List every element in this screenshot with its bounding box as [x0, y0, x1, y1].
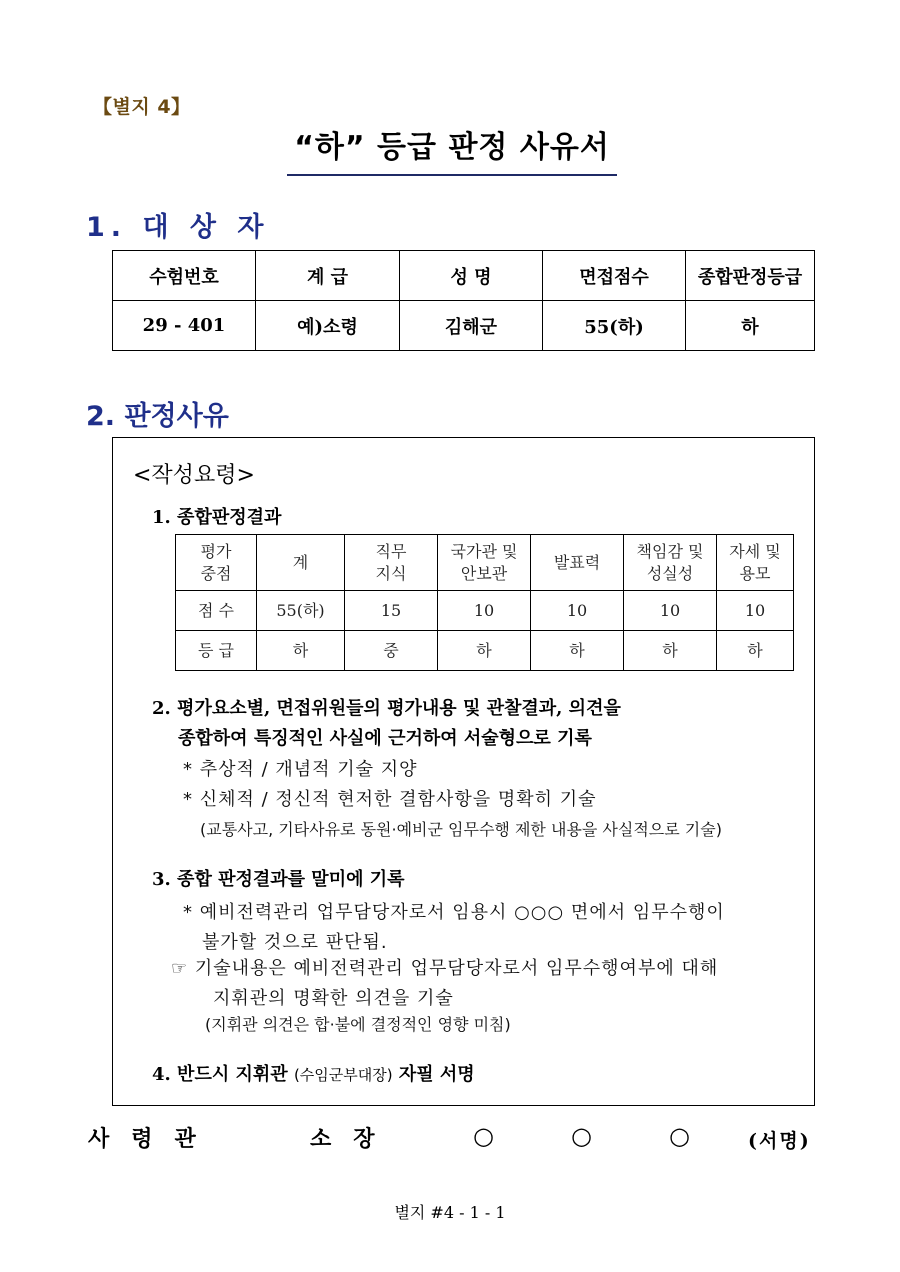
header-cell: 평가 중점	[176, 535, 257, 591]
header-cell: 수험번호	[113, 251, 256, 301]
item3-note3: (지휘관 의견은 합·불에 결정적인 영향 미침)	[205, 1015, 511, 1034]
row-label: 점 수	[176, 591, 257, 631]
item3-note1	[183, 898, 793, 958]
table-cell: 55(하)	[257, 591, 345, 631]
cell-exam-number: 29 - 401	[113, 301, 256, 351]
signature-title: 소장	[310, 1126, 397, 1152]
table-cell: 10	[531, 591, 624, 631]
item2-heading-line1: 2. 평가요소별, 면접위원들의 평가내용 및 관찰결과, 의견을	[152, 698, 621, 719]
signature-circle-2: ○	[571, 1122, 592, 1150]
item3-note2-line1: ☞ 기술내용은 예비전력관리 업무담당자로서 임무수행여부에 대해	[171, 958, 719, 979]
target-person-table	[112, 250, 815, 351]
page-footer: 별지 #4 - 1 - 1	[394, 1203, 506, 1222]
header-cell: 직무 지식	[345, 535, 438, 591]
item1-heading: 1. 종합판정결과	[152, 507, 282, 528]
item3-note2	[171, 954, 801, 1014]
signature-circle-3: ○	[669, 1122, 690, 1150]
section2-heading: 2. 판정사유	[86, 401, 229, 432]
table-cell: 하	[717, 631, 794, 671]
table-cell: 10	[624, 591, 717, 631]
table-row	[176, 631, 794, 671]
item4-heading-b: 자필 서명	[398, 1064, 475, 1085]
table-header-row	[113, 251, 815, 301]
signature-role: 사령관	[88, 1126, 218, 1152]
section1-heading: 1. 대 상 자	[86, 212, 270, 243]
table-row	[176, 591, 794, 631]
annex-label: 【별지 4】	[93, 96, 191, 118]
table-cell: 중	[345, 631, 438, 671]
item4-heading-a: 4. 반드시 지휘관	[152, 1064, 288, 1085]
item3-note2-line2: 지휘관의 명확한 의견을 기술	[213, 988, 454, 1009]
header-cell: 면접점수	[543, 251, 686, 301]
header-cell: 계 급	[256, 251, 400, 301]
table-cell: 10	[438, 591, 531, 631]
table-cell: 10	[717, 591, 794, 631]
table-cell: 하	[624, 631, 717, 671]
cell-rank: 예)소령	[256, 301, 400, 351]
header-cell: 발표력	[531, 535, 624, 591]
table-cell: 하	[257, 631, 345, 671]
header-cell: 국가관 및 안보관	[438, 535, 531, 591]
table-cell: 하	[531, 631, 624, 671]
item2-note3: (교통사고, 기타사유로 동원·예비군 임무수행 제한 내용을 사실적으로 기술)	[200, 820, 722, 839]
guide-title: <작성요령>	[133, 463, 255, 488]
signature-circle-1: ○	[473, 1122, 494, 1150]
cell-name: 김해군	[400, 301, 543, 351]
table-row	[113, 301, 815, 351]
item2-heading-line2: 종합하여 특징적인 사실에 근거하여 서술형으로 기록	[178, 728, 592, 749]
cell-overall-grade: 하	[686, 301, 815, 351]
header-cell: 책임감 및 성실성	[624, 535, 717, 591]
item2-heading	[152, 694, 621, 754]
item3-note1-line1: * 예비전력관리 업무담당자로서 임용시 ○○○ 면에서 임무수행이	[183, 902, 725, 923]
document-title: “하” 등급 판정 사유서	[287, 122, 617, 176]
table-cell: 15	[345, 591, 438, 631]
item4-heading-paren: (수임군부대장)	[293, 1066, 393, 1084]
item4-heading	[152, 1060, 475, 1086]
item3-note1-line2: 불가할 것으로 판단됨.	[202, 932, 388, 953]
header-cell: 종합판정등급	[686, 251, 815, 301]
item2-note1: * 추상적 / 개념적 기술 지양	[183, 759, 418, 780]
header-cell: 성 명	[400, 251, 543, 301]
table-header-row	[176, 535, 794, 591]
item2-note2: * 신체적 / 정신적 현저한 결함사항을 명확히 기술	[183, 789, 597, 810]
item3-heading: 3. 종합 판정결과를 말미에 기록	[152, 869, 405, 890]
header-cell: 계	[257, 535, 345, 591]
signature-note: (서명)	[748, 1130, 811, 1152]
row-label: 등 급	[176, 631, 257, 671]
cell-interview-score: 55(하)	[543, 301, 686, 351]
header-cell: 자세 및 용모	[717, 535, 794, 591]
table-cell: 하	[438, 631, 531, 671]
evaluation-result-table	[175, 534, 794, 671]
